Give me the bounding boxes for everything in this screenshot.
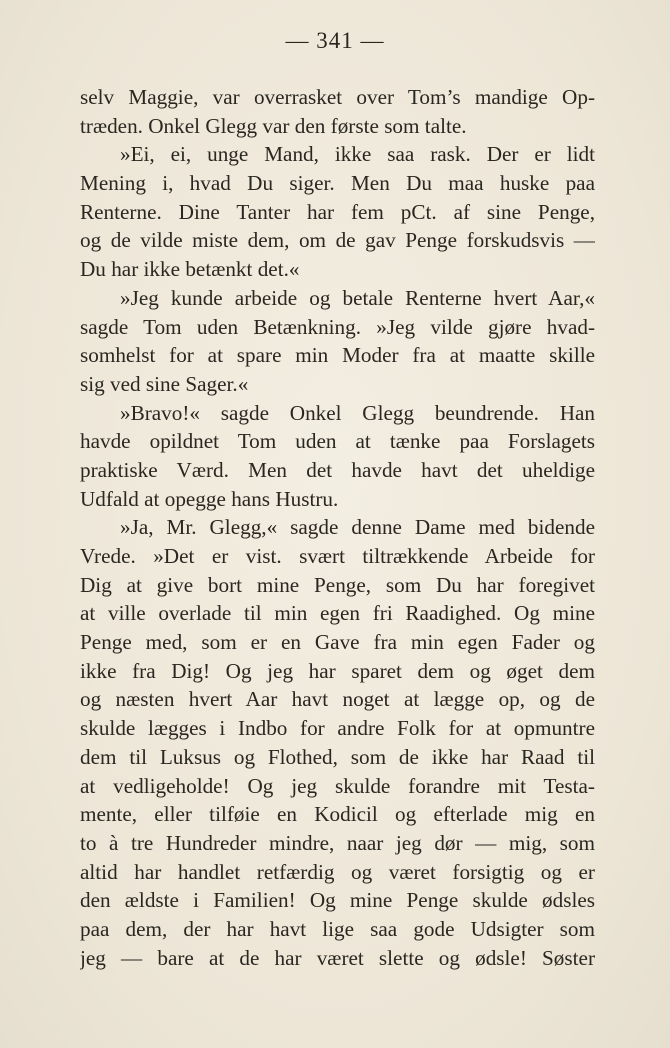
- text-line: somhelst for at spare min Moder fra at maatte skille: [80, 343, 595, 368]
- text-line: »Jeg kunde arbeide og betale Renterne hvert Aar,«: [120, 285, 595, 310]
- text-line: at ville overlade til min egen fri Raadighed. Og mine: [80, 601, 595, 626]
- text-line: dem til Luksus og Flothed, som de ikke har Raad til: [80, 744, 595, 769]
- text-line: Renterne. Dine Tanter har fem pCt. af sine Penge,: [80, 199, 595, 224]
- text-line: Penge med, som er en Gave fra min egen Fader og: [80, 630, 595, 655]
- text-line: paa dem, der har havt lige saa gode Udsigter som: [80, 916, 595, 941]
- text-line: selv Maggie, var overrasket over Tom’s mandige Op-: [80, 85, 595, 109]
- text-line: Mening i, hvad Du siger. Men Du maa huske paa: [80, 171, 595, 196]
- page-number-header: — 341 —: [285, 28, 385, 53]
- text-line: og næsten hvert Aar havt noget at lægge op, og de: [80, 687, 595, 712]
- text-line: Vrede. »Det er vist. svært tiltrækkende Arbeide for: [80, 544, 595, 568]
- text-line: den ældste i Familien! Og mine Penge skulde ødsles: [80, 888, 595, 913]
- text-line: mente, eller tilføie en Kodicil og efterlade mig en: [80, 802, 595, 827]
- text-line: sagde Tom uden Betænkning. »Jeg vilde gjøre hvad-: [80, 314, 595, 339]
- text-line: praktiske Værd. Men det havde havt det uheldige: [80, 457, 595, 482]
- text-line: ikke fra Dig! Og jeg har sparet dem og øget dem: [80, 658, 595, 683]
- text-line: »Ei, ei, unge Mand, ikke saa rask. Der er lidt: [120, 142, 595, 167]
- text-line: og de vilde miste dem, om de gav Penge forskudsvis —: [80, 228, 595, 253]
- text-line: to à tre Hundreder mindre, naar jeg dør — mig, som: [80, 830, 595, 855]
- text-line: skulde lægges i Indbo for andre Folk for at opmuntre: [80, 716, 595, 741]
- text-line: »Ja, Mr. Glegg,« sagde denne Dame med bidende: [120, 515, 595, 540]
- text-line: Dig at give bort mine Penge, som Du har foregivet: [80, 572, 595, 597]
- body-text: [80, 83, 595, 972]
- text-line: jeg — bare at de har været slette og ødsle! Søster: [80, 945, 595, 970]
- text-line: Du har ikke betænkt det.«: [80, 257, 300, 282]
- text-line: at vedligeholde! Og jeg skulde forandre mit Testa-: [80, 773, 595, 798]
- text-line: altid har handlet retfærdig og været forsigtig og er: [80, 859, 595, 884]
- text-line: sig ved sine Sager.«: [80, 371, 249, 396]
- text-line: Udfald at opegge hans Hustru.: [80, 486, 339, 511]
- text-line: træden. Onkel Glegg var den første som talte.: [80, 113, 467, 138]
- text-line: havde opildnet Tom uden at tænke paa Forslagets: [80, 429, 595, 454]
- text-line: »Bravo!« sagde Onkel Glegg beundrende. Han: [120, 400, 595, 425]
